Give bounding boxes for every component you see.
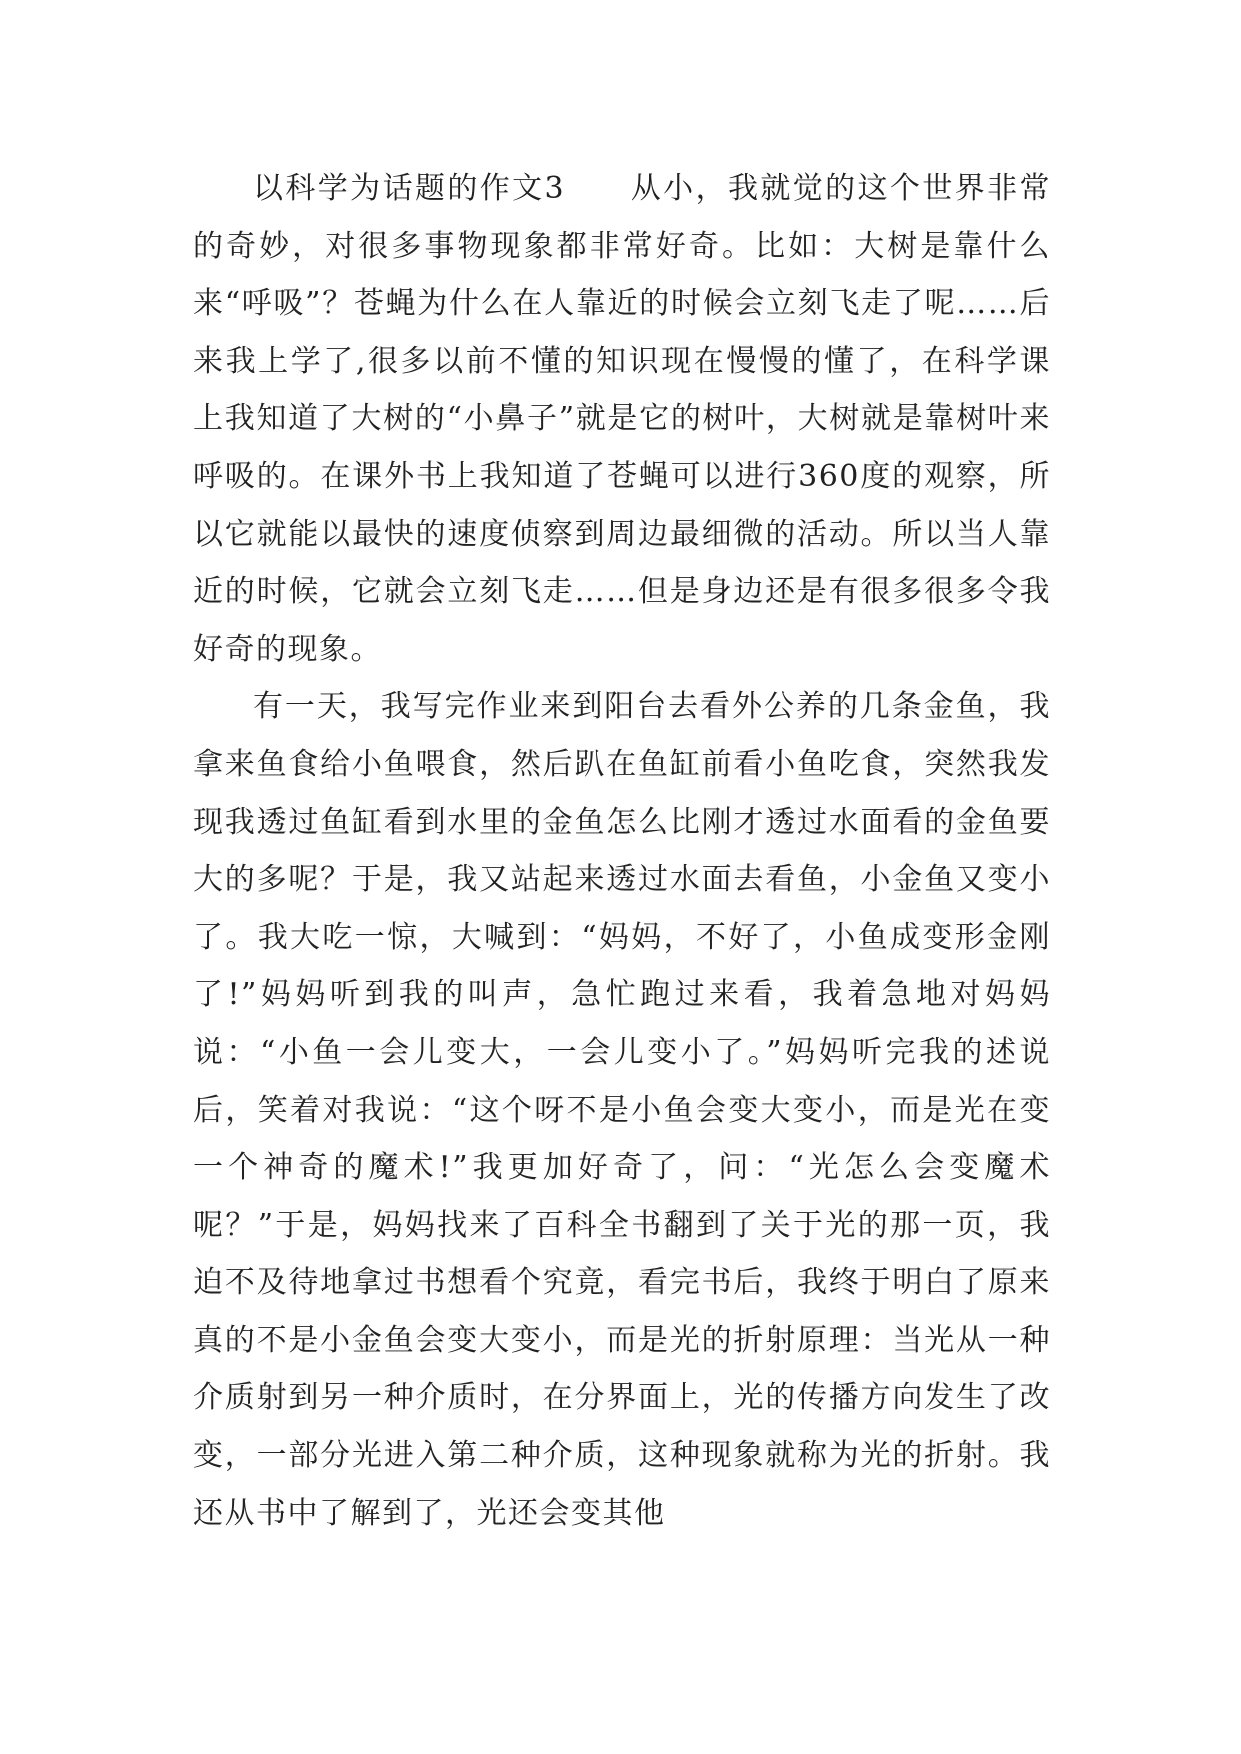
essay-body: [193, 160, 1051, 1542]
paragraph-2: 有一天，我写完作业来到阳台去看外公养的几条金鱼，我拿来鱼食给小鱼喂食，然后趴在鱼缸前看小鱼吃食，突然我发现我透过鱼缸看到水里的金鱼怎么比刚才透过水面看的金鱼要大的多呢？于是，我又站起来透过水面去看鱼，小金鱼又变小了。我大吃一惊，大喊到：“妈妈，不好了，小鱼成变形金刚了!”妈妈听到我的叫声，急忙跑过来看，我着急地对妈妈说：“小鱼一会儿变大，一会儿变小了。”妈妈听完我的述说后，笑着对我说：“这个呀不是小鱼会变大变小，而是光在变一个神奇的魔术!”我更加好奇了，问：“光怎么会变魔术呢？”于是，妈妈找来了百科全书翻到了关于光的那一页，我迫不及待地拿过书想看个究竟，看完书后，我终于明白了原来真的不是小金鱼会变大变小，而是光的折射原理：当光从一种介质射到另一种介质时，在分界面上，光的传播方向发生了改变，一部分光进入第二种介质，这种现象就称为光的折射。我还从书中了解到了，光还会变其他: [193, 689, 1051, 1531]
paragraph-1: 以科学为话题的作文3 从小，我就觉的这个世界非常的奇妙，对很多事物现象都非常好奇。比如：大树是靠什么来“呼吸”？苍蝇为什么在人靠近的时候会立刻飞走了呢……后来我上学了,很多以前不懂的知识现在慢慢的懂了，在科学课上我知道了大树的“小鼻子”就是它的树叶，大树就是靠树叶来呼吸的。在课外书上我知道了苍蝇可以进行360度的观察，所以它就能以最快的速度侦察到周边最细微的活动。所以当人靠近的时候，它就会立刻飞走……但是身边还是有很多很多令我好奇的现象。: [193, 171, 1051, 667]
